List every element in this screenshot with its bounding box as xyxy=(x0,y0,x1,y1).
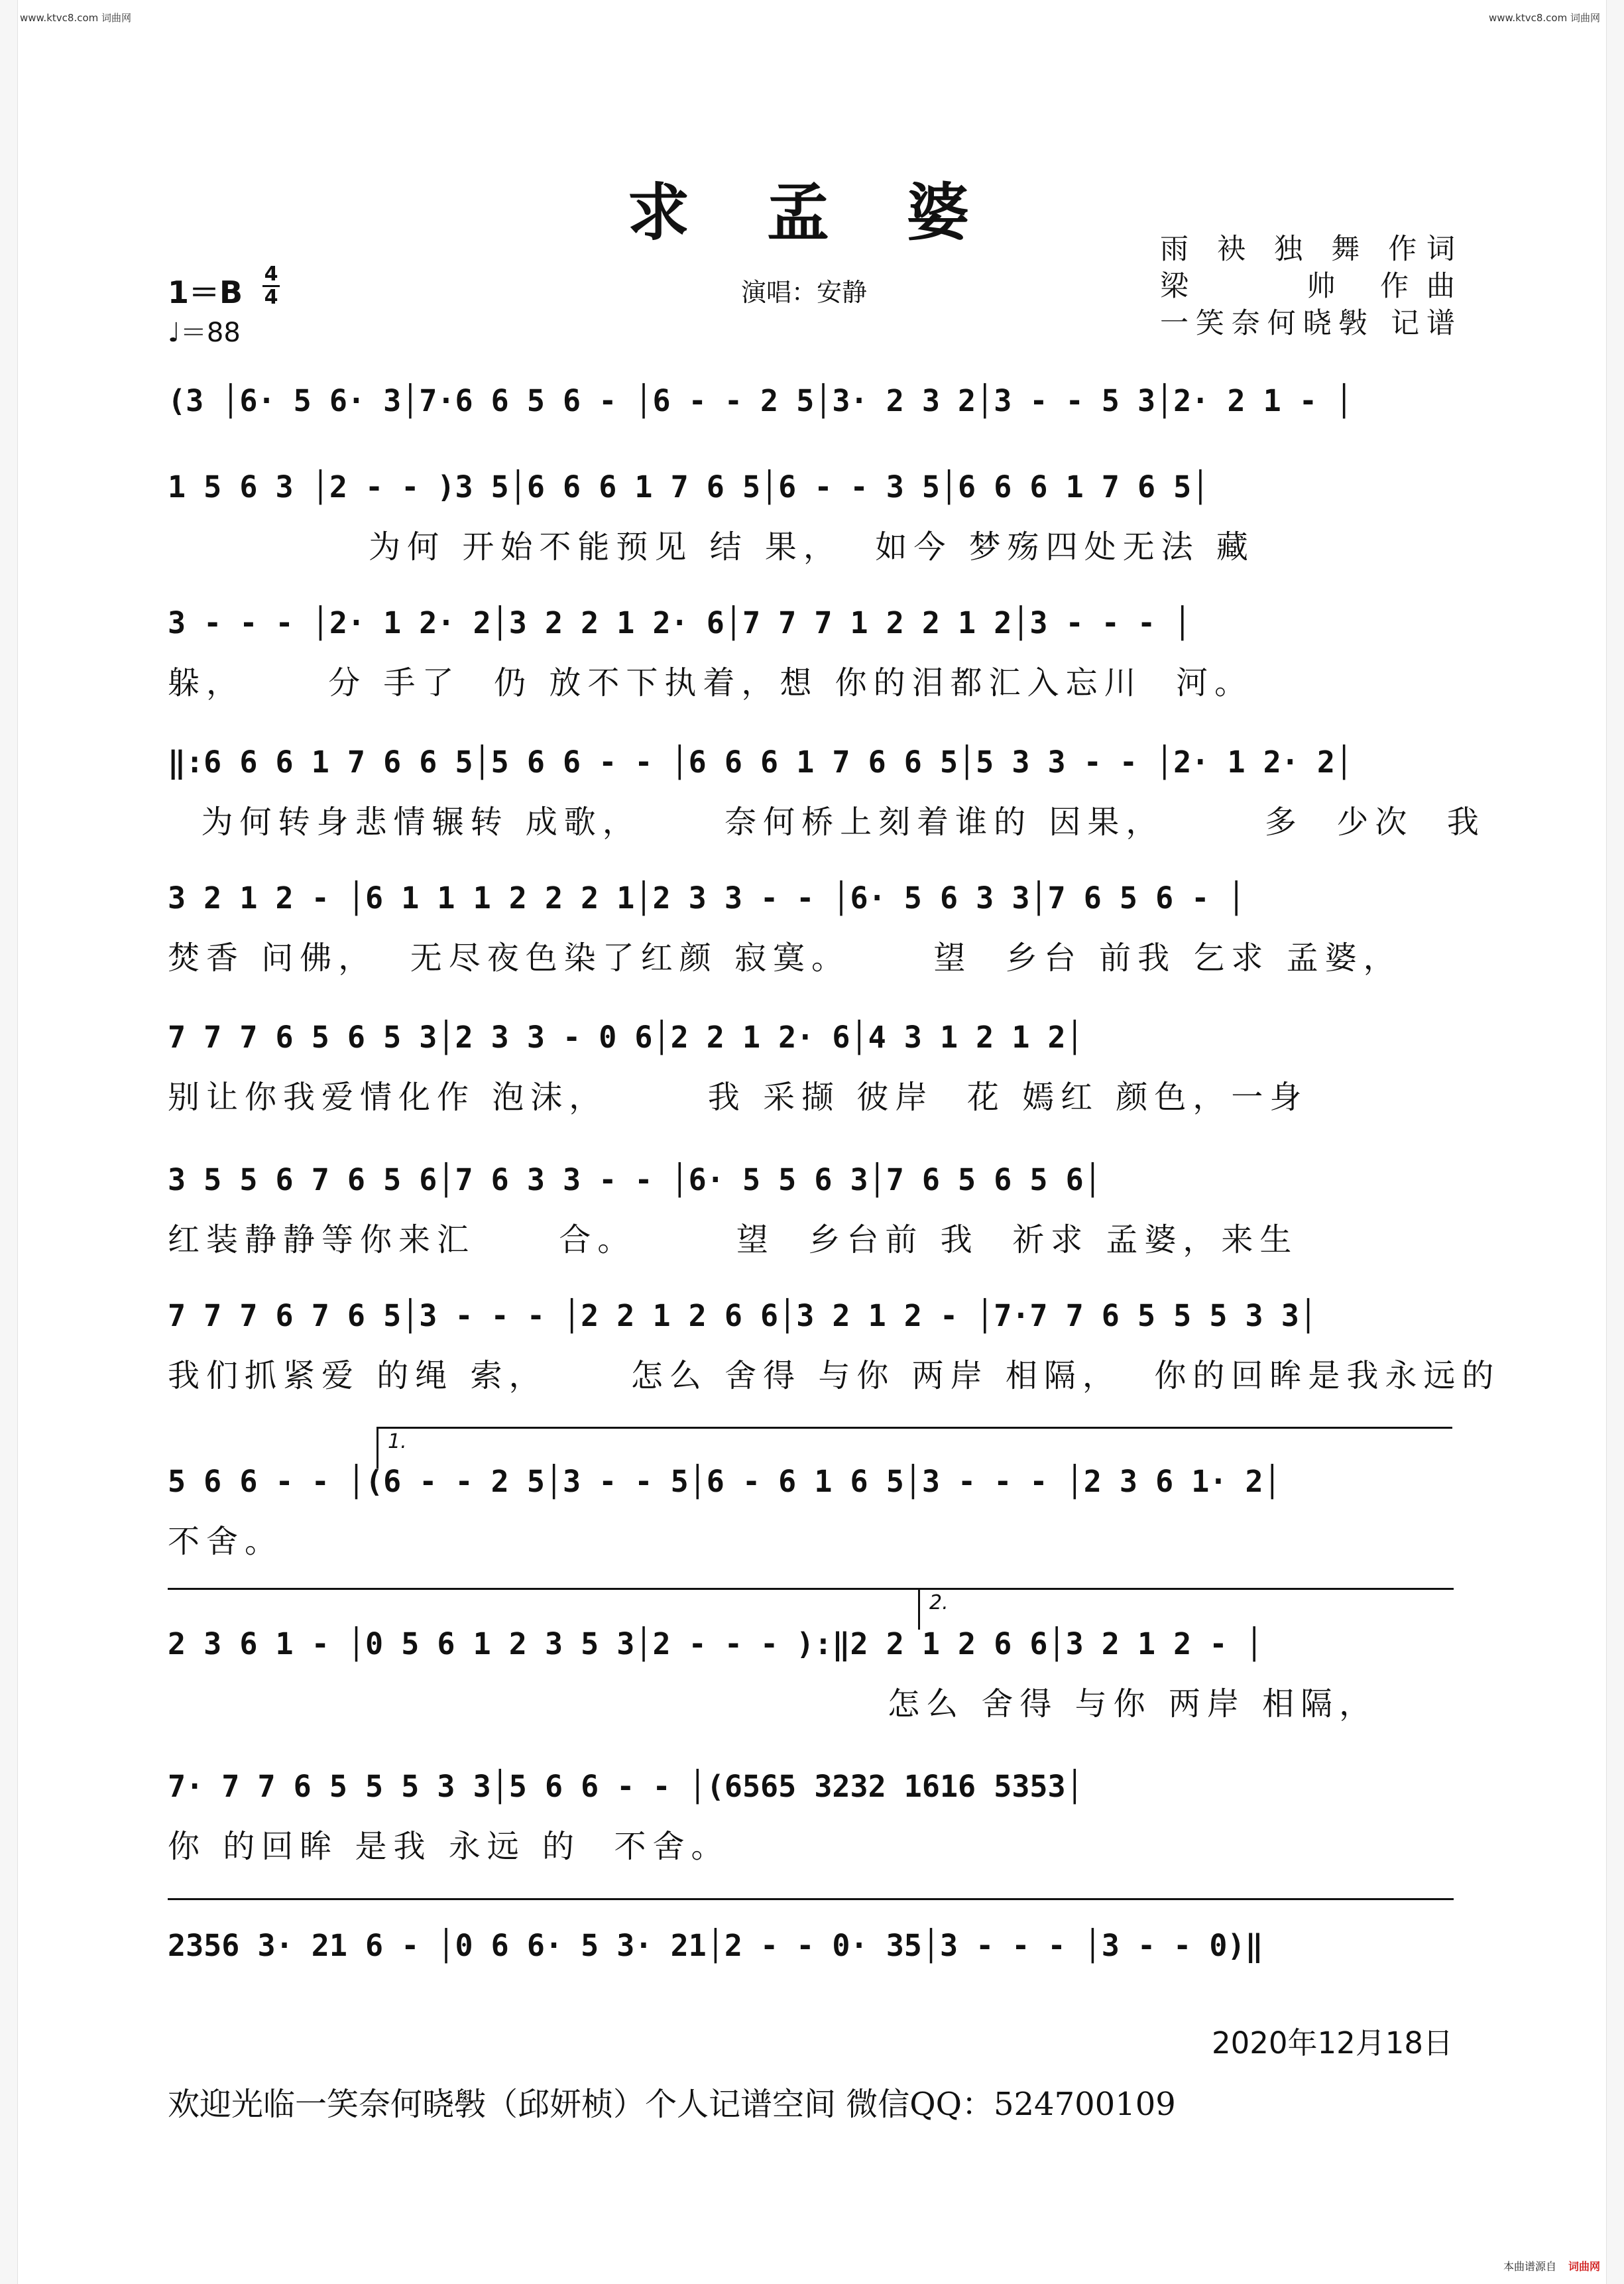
left-margin-strip xyxy=(0,0,18,2284)
notation-line: 3 - - - │2· 1 2· 2│3 2 2 1 2· 6│7 7 7 1 2 2 1 2│3 - - - │ xyxy=(168,605,1192,640)
notation-line: 2356 3· 21 6 - │0 6 6· 5 3· 21│2 - - 0· 35│3 - - - │3 - - 0)‖ xyxy=(168,1928,1263,1963)
credit-transcriber: 一笑奈何晓斅 记谱 xyxy=(1160,307,1455,340)
coda-divider-line xyxy=(168,1898,1454,1900)
lyrics-line: 躲， 分 手了 仍 放不下执着，想 你的泪都汇入忘川 河。 xyxy=(168,664,1253,701)
second-ending-label: 2. xyxy=(929,1591,949,1614)
brand-watermark xyxy=(1503,2258,1600,2273)
notation-line: 7 7 7 6 5 6 5 3│2 3 3 - 0 6│2 2 1 2· 6│4 3 1 2 1 2│ xyxy=(168,1020,1084,1055)
singer-credit: 演唱：安静 xyxy=(741,278,868,307)
notation-line: 2 3 6 1 - │0 5 6 1 2 3 5 3│2 - - - ):‖2 2 1 2 6 6│3 2 1 2 - │ xyxy=(168,1626,1263,1661)
lyrics-line: 我们抓紧爱 的绳 索， 怎么 舍得 与你 两岸 相隔， 你的回眸是我永远的 xyxy=(168,1357,1501,1394)
time-signature-top: 4 xyxy=(264,263,278,286)
notation-line: 1 5 6 3 │2 - - )3 5│6 6 6 1 7 6 5│6 - - 3 5│6 6 6 1 7 6 5│ xyxy=(168,469,1210,505)
notation-line: 7· 7 7 6 5 5 5 3 3│5 6 6 - - │(6565 3232 1616 5353│ xyxy=(168,1769,1084,1804)
notation-line: ‖:6 6 6 1 7 6 6 5│5 6 6 - - │6 6 6 1 7 6 6 5│5 3 3 - - │2· 1 2· 2│ xyxy=(168,745,1354,780)
header-site-left: www.ktvc8.com 词曲网 xyxy=(20,12,132,24)
tempo-marking: ♩＝88 xyxy=(168,318,241,348)
lyrics-line: 怎么 舍得 与你 两岸 相隔， xyxy=(168,1685,1378,1722)
lyrics-line: 你 的回眸 是我 永远 的 不舍。 xyxy=(168,1828,730,1865)
lyrics-line: 红装静静等你来汇 合。 望 乡台前 我 祈求 孟婆，来生 xyxy=(168,1221,1299,1258)
brand-source-text: 本曲谱源自 xyxy=(1503,2260,1556,2273)
notation-line: 3 2 1 2 - │6 1 1 1 2 2 2 1│2 3 3 - - │6· 5 6 3 3│7 6 5 6 - │ xyxy=(168,880,1246,916)
time-signature xyxy=(262,264,280,308)
footer-note: 欢迎光临一笑奈何晓斅（邱妍桢）个人记谱空间 微信QQ：524700109 xyxy=(168,2086,1176,2123)
credits-block xyxy=(1160,231,1455,342)
lyrics-line: 别让你我爱情化作 泡沫， 我 采撷 彼岸 花 嫣红 颜色，一身 xyxy=(168,1079,1308,1116)
notation-line: 7 7 7 6 7 6 5│3 - - - │2 2 1 2 6 6│3 2 1 2 - │7·7 7 6 5 5 5 3 3│ xyxy=(168,1298,1317,1333)
notation-line: 5 6 6 - - │(6 - - 2 5│3 - - 5│6 - 6 1 6 5│3 - - - │2 3 6 1· 2│ xyxy=(168,1464,1281,1499)
lyrics-line: 不舍。 xyxy=(168,1523,284,1560)
credit-composer: 梁 帅 作曲 xyxy=(1160,270,1455,303)
key-signature: 1＝B xyxy=(168,274,243,310)
lyrics-line: 为何转身悲情辗转 成歌， 奈何桥上刻着谁的 因果， 多 少次 我 xyxy=(168,804,1485,841)
notation-line: (3 │6· 5 6· 3│7·6 6 5 6 - │6 - - 2 5│3· 2 3 2│3 - - 5 3│2· 2 1 - │ xyxy=(168,383,1354,418)
lyrics-line: 为何 开始不能预见 结 果， 如今 梦殇四处无法 藏 xyxy=(168,528,1255,566)
first-ending-label: 1. xyxy=(388,1430,407,1453)
notation-line: 3 5 5 6 7 6 5 6│7 6 3 3 - - │6· 5 5 6 3│7 6 5 6 5 6│ xyxy=(168,1162,1102,1197)
page-title: 求 孟 婆 xyxy=(627,176,997,249)
time-signature-bottom: 4 xyxy=(264,286,278,309)
transcription-date: 2020年12月18日 xyxy=(1211,2025,1453,2061)
right-margin-strip xyxy=(1606,0,1624,2284)
brand-site-logo: 词曲网 xyxy=(1568,2260,1600,2273)
lyrics-line: 焚香 问佛， 无尽夜色染了红颜 寂寞。 望 乡台 前我 乞求 孟婆， xyxy=(168,939,1402,977)
credit-lyricist: 雨 袂 独 舞 作词 xyxy=(1160,233,1455,266)
header-site-right: www.ktvc8.com 词曲网 xyxy=(1488,12,1600,24)
